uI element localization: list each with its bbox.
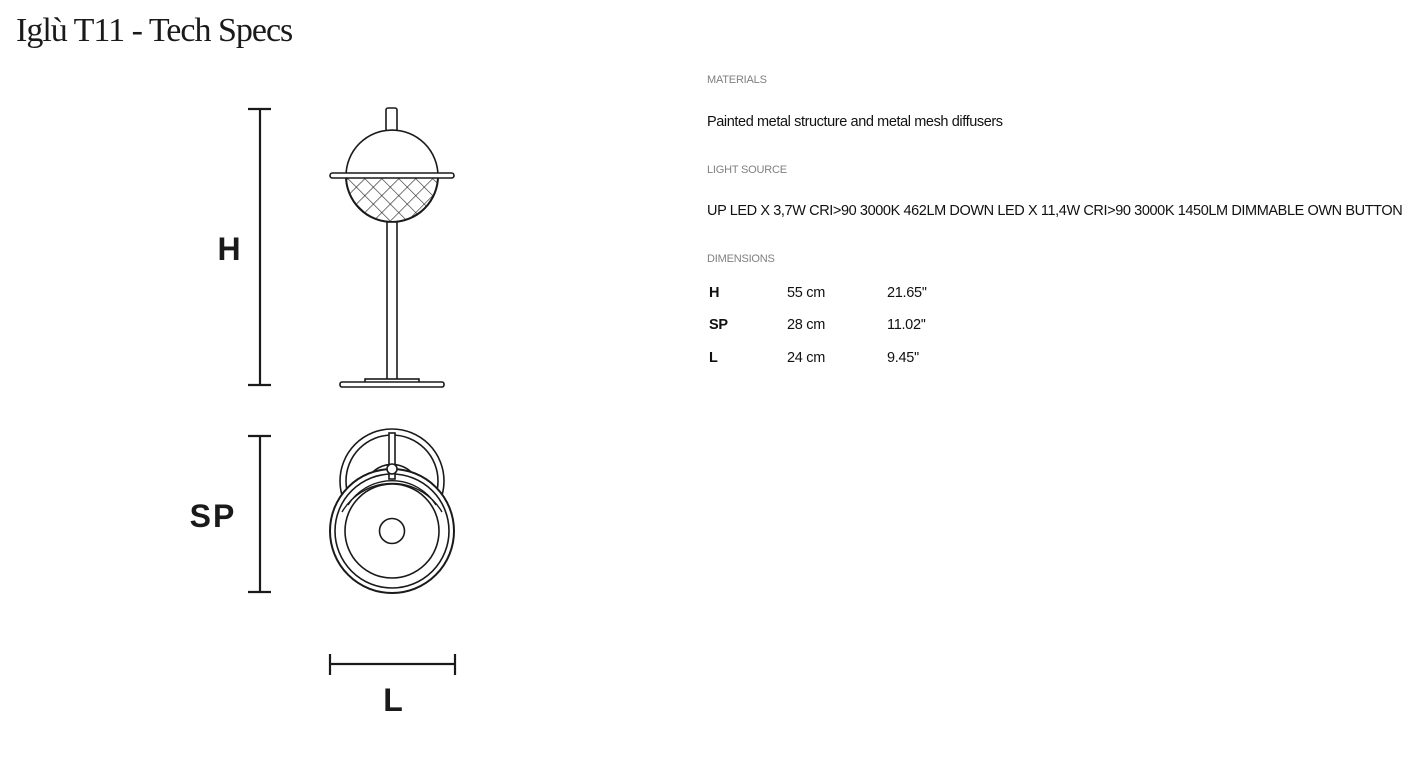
height-label: H xyxy=(217,231,241,267)
depth-dimension-line xyxy=(248,436,271,592)
dimension-inches: 21.65'' xyxy=(887,285,927,301)
depth-label: SP xyxy=(189,498,237,534)
dimension-name: L xyxy=(709,350,718,366)
dimension-row-sp xyxy=(707,317,1007,337)
dimension-inches: 11.02'' xyxy=(887,317,926,333)
technical-drawing xyxy=(0,0,700,760)
page-title: Iglù T11 - Tech Specs xyxy=(16,12,293,49)
dimension-name: SP xyxy=(709,317,728,333)
dimension-name: H xyxy=(709,285,720,301)
light-source-label: LIGHT SOURCE xyxy=(707,164,787,176)
dimension-cm: 28 cm xyxy=(787,317,825,333)
light-source-value: UP LED X 3,7W CRI>90 3000K 462LM DOWN LED X 11,4W CRI>90 3000K 1450LM DIMMABLE OWN BUTTON xyxy=(707,203,1403,219)
lamp-top-view-drawing xyxy=(330,429,454,593)
length-label: L xyxy=(383,682,403,718)
dimension-row-h xyxy=(707,285,1007,305)
materials-value: Painted metal structure and metal mesh diffusers xyxy=(707,114,1003,130)
materials-label: MATERIALS xyxy=(707,74,767,86)
dimension-inches: 9.45'' xyxy=(887,350,919,366)
height-dimension-line xyxy=(248,109,271,385)
dimension-cm: 55 cm xyxy=(787,285,825,301)
lamp-side-view-drawing xyxy=(330,108,454,387)
dimension-row-l xyxy=(707,350,1007,370)
dimensions-label: DIMENSIONS xyxy=(707,253,775,265)
dimension-cm: 24 cm xyxy=(787,350,825,366)
length-dimension-line xyxy=(330,654,455,675)
